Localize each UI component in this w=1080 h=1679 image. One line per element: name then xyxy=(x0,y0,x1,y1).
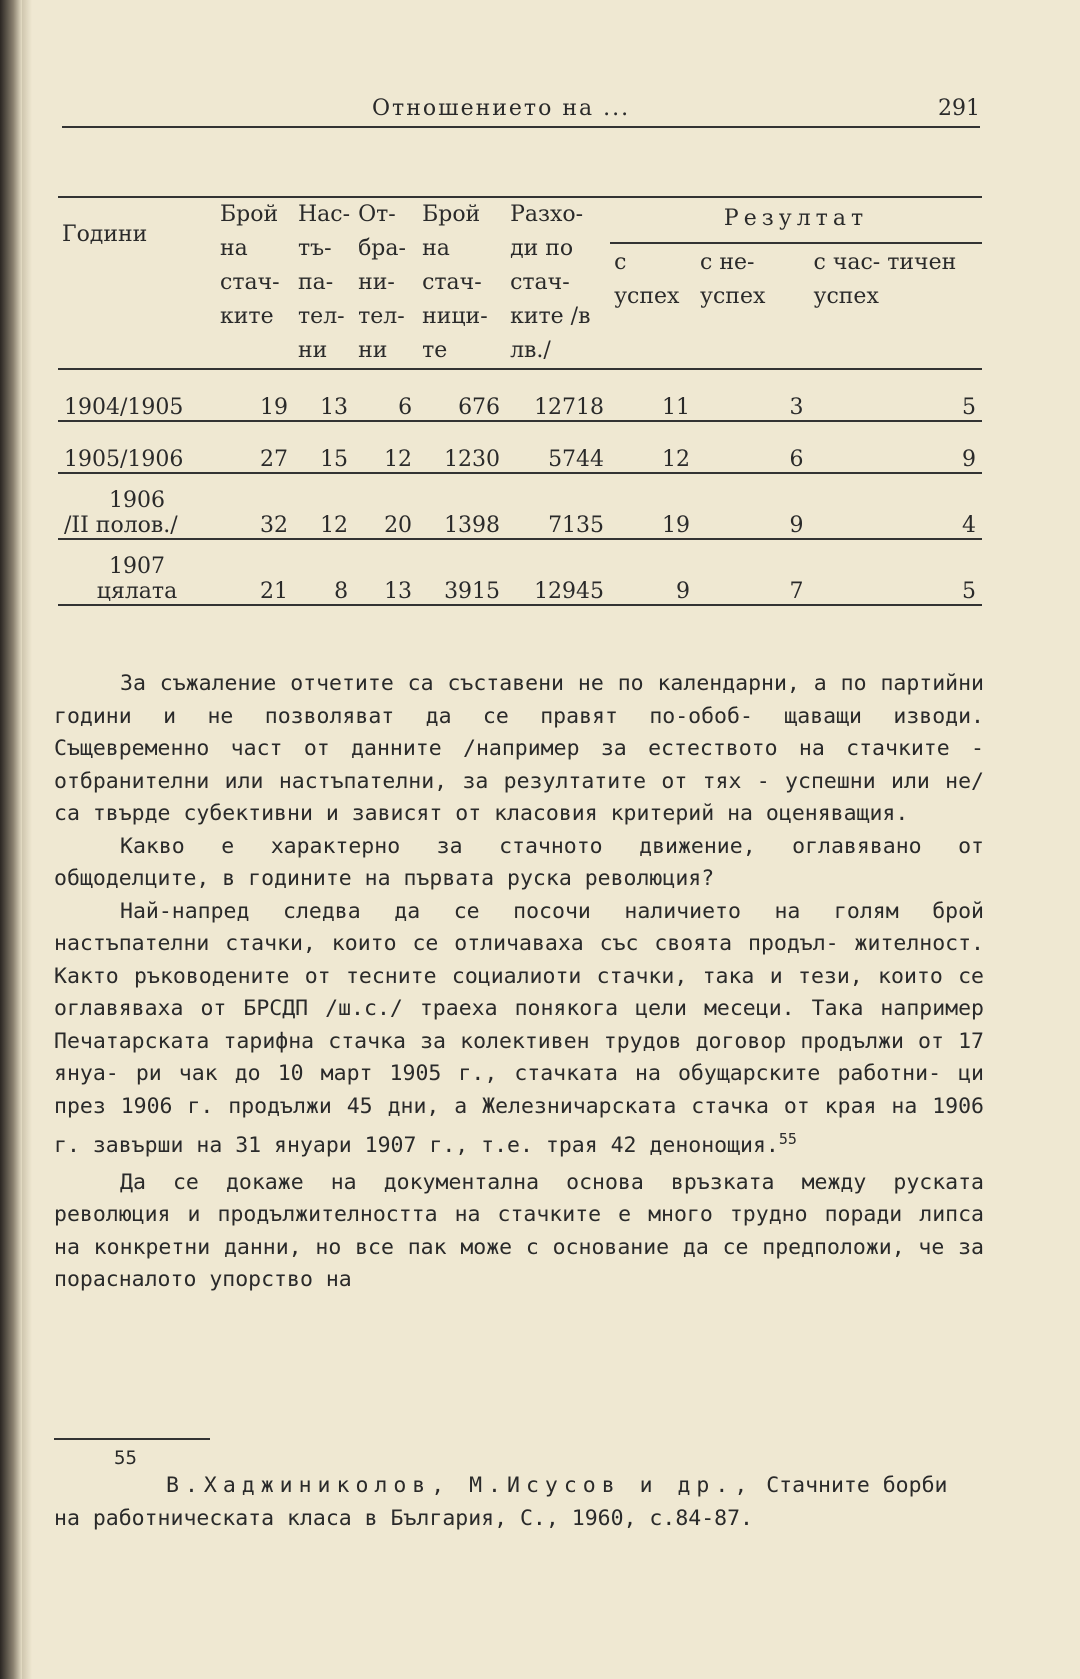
year-cell: 1906 /II полов./ xyxy=(58,473,216,539)
footnote-reference: 55 xyxy=(778,1130,797,1148)
footnote-divider xyxy=(54,1438,210,1440)
strike-statistics-table xyxy=(58,196,982,606)
table-cell: 21 xyxy=(216,539,294,605)
table-cell: 5 xyxy=(810,369,983,421)
table-cell: 13 xyxy=(354,539,418,605)
col-header-years: Години xyxy=(58,197,216,369)
table-cell: 9 xyxy=(610,539,696,605)
col-header-failure: с не- успех xyxy=(700,250,766,309)
year-cell: 1905/1906 xyxy=(58,421,216,473)
paragraph: Да се докаже на документална основа връзката между руската революция и продължителността на стачките е много трудно поради липса на конкретни данни, но все пак може с основание да се предположи, че за порасналото упорство на xyxy=(54,1169,984,1293)
table-row xyxy=(58,421,982,473)
paragraph: За съжаление отчетите са съставени не по календарни, а по партийни години и не позволяват да се правят по-обоб- щаващи изводи. Същевременно част от данните /например за естеството на стачките - отбранителни или настъпателни, за резултатите от тях - успешни или не/ са твърде субективни и зависят от класовия критерий на оценяващия. xyxy=(54,671,984,826)
table-cell: 4 xyxy=(810,473,983,539)
table-cell: 5744 xyxy=(506,421,610,473)
running-title: Отношението на ... xyxy=(372,96,631,121)
table-cell: 19 xyxy=(216,369,294,421)
table-cell: 7135 xyxy=(506,473,610,539)
footnote-number: 55 xyxy=(114,1447,137,1469)
table-cell: 6 xyxy=(354,369,418,421)
table-cell: 11 xyxy=(610,369,696,421)
table-cell: 12 xyxy=(610,421,696,473)
table-cell: 3 xyxy=(696,369,809,421)
footnote-body xyxy=(54,1448,984,1535)
table-cell: 9 xyxy=(696,473,809,539)
year-cell: 1904/1905 xyxy=(58,369,216,421)
footnote-text: Стачните борби на работническата класа в България, С., 1960, с.84-87. xyxy=(54,1473,948,1531)
col-header-defensive: От- бра- ни- тел- ни xyxy=(354,197,418,369)
table-cell: 7 xyxy=(696,539,809,605)
col-header-partial: с час- тичен успех xyxy=(813,250,957,309)
table-cell: 5 xyxy=(810,539,983,605)
table-cell: 1230 xyxy=(418,421,506,473)
table-cell: 12 xyxy=(354,421,418,473)
table-row xyxy=(58,369,982,421)
table-cell: 13 xyxy=(294,369,354,421)
table-cell: 15 xyxy=(294,421,354,473)
table-cell: 12718 xyxy=(506,369,610,421)
table-row xyxy=(58,539,982,605)
col-header-success: с успех xyxy=(614,250,680,309)
table-cell: 27 xyxy=(216,421,294,473)
table-cell: 676 xyxy=(418,369,506,421)
footnote xyxy=(54,1448,984,1535)
year-cell: 1907 цялата xyxy=(58,539,216,605)
col-header-offensive: Нас- тъ- па- тел- ни xyxy=(294,197,354,369)
col-header-strikers: Брой на стач- ници- те xyxy=(418,197,506,369)
table-cell: 32 xyxy=(216,473,294,539)
table-cell: 1398 xyxy=(418,473,506,539)
table-cell: 3915 xyxy=(418,539,506,605)
page-gutter xyxy=(22,0,32,1679)
table-cell: 12945 xyxy=(506,539,610,605)
table-cell: 12 xyxy=(294,473,354,539)
footnote-authors: В.Хаджиниколов, М.Исусов и др., xyxy=(166,1473,754,1498)
body-text xyxy=(54,668,984,1297)
table-cell: 6 xyxy=(696,421,809,473)
col-header-expenses: Разхо- ди по стач- ките /в лв./ xyxy=(506,197,610,369)
book-spine-shadow xyxy=(0,0,22,1679)
running-header xyxy=(62,92,980,128)
table-cell: 8 xyxy=(294,539,354,605)
table-cell: 9 xyxy=(810,421,983,473)
paragraph: Какво е характерно за стачното движение, оглавявано от общоделците, в годините на първата руска революция? xyxy=(54,833,984,891)
col-header-result: Резултат xyxy=(610,197,982,243)
col-header-strikes: Брой на стач- ките xyxy=(216,197,294,369)
table-cell: 20 xyxy=(354,473,418,539)
table-row xyxy=(58,473,982,539)
table-cell: 19 xyxy=(610,473,696,539)
paragraph: Най-напред следва да се посочи наличието на голям брой настъпателни стачки, които се отличаваха със своята продъл- жителност. Както ръководените от тесните социалиоти стачки, така и тези, които се оглавяваха от БРСДП /ш.с./ траеха понякога цели месеци. Така например Печатарската тарифна стачка за колективен трудов договор продължи от 17 януа- ри чак до 10 март 1905 г., стачката на обущарските работни- ци през 1906 г. продължи 45 дни, а Железничарската стачка от края на 1906 г. завърши на 31 януари 1907 г., т.е. трая 42 денонощия.$^{55}$ xyxy=(54,898,984,1159)
page-number: 291 xyxy=(938,96,980,121)
